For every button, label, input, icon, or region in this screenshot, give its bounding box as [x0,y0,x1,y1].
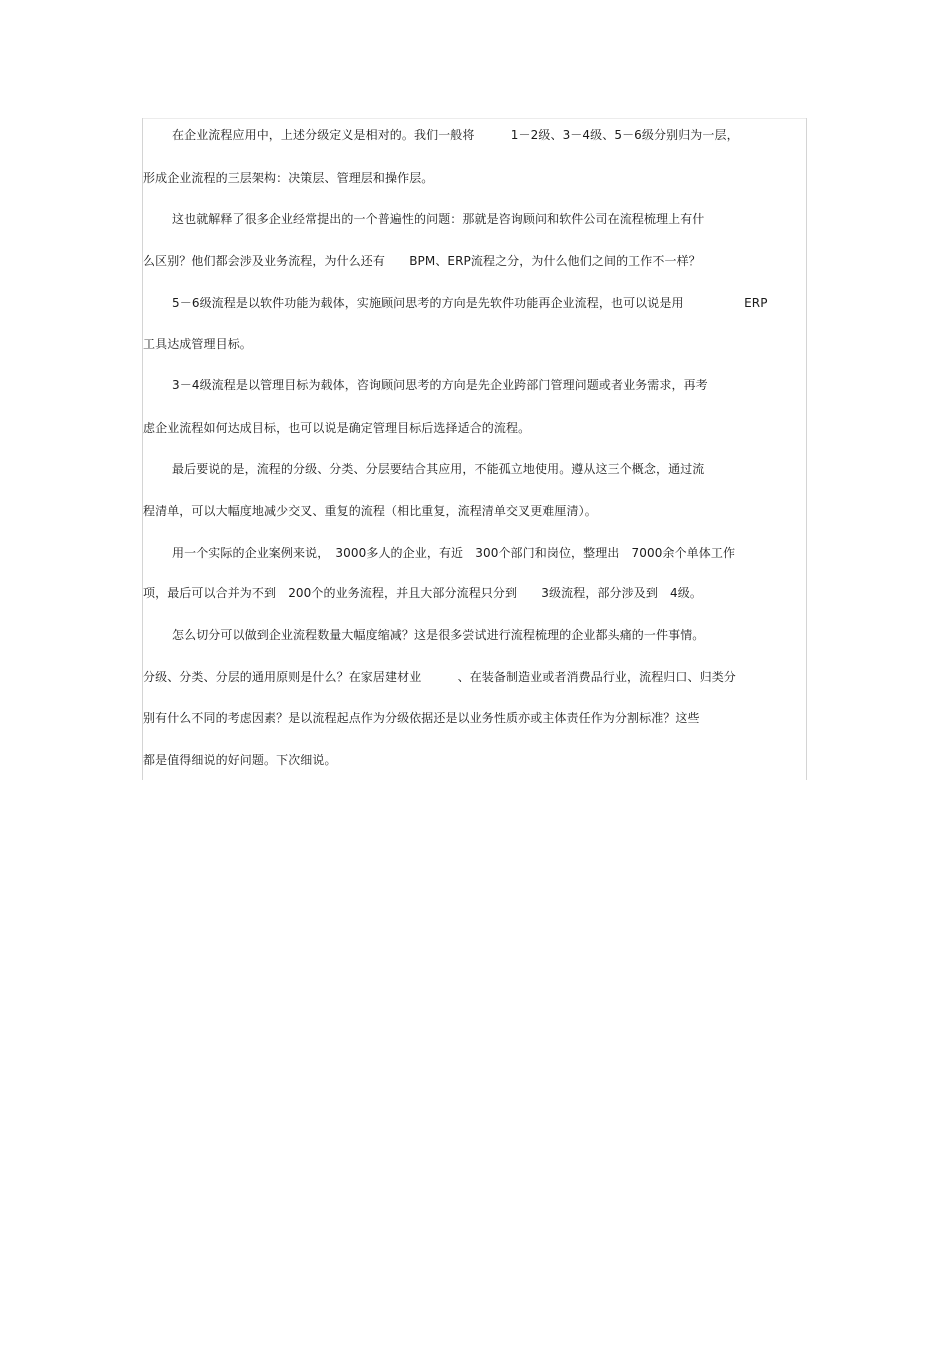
text-line: 别有什么不同的考虑因素？是以流程起点作为分级依据还是以业务性质亦或主体责任作为分割标准？这些 [143,711,700,725]
text-line: 用一个实际的企业案例来说， 3000多人的企业，有近 300个部门和岗位，整理出 7000余个单体工作 [172,546,736,560]
text-line: 最后要说的是，流程的分级、分类、分层要结合其应用，不能孤立地使用。遵从这三个概念，通过流 [172,462,705,476]
text-line: 这也就解释了很多企业经常提出的一个普遍性的问题：那就是咨询顾问和软件公司在流程梳理上有什 [172,212,705,226]
text-line: 程清单，可以大幅度地减少交叉、重复的流程（相比重复，流程清单交叉更难厘清）。 [143,504,597,518]
text-line: 么区别？他们都会涉及业务流程，为什么还有 BPM、ERP流程之分，为什么他们之间的工作不一样？ [143,254,701,268]
text-line: 都是值得细说的好问题。下次细说。 [143,753,337,767]
text-line: 工具达成管理目标。 [143,337,252,351]
text-line: 形成企业流程的三层架构：决策层、管理层和操作层。 [143,171,434,185]
text-line: 在企业流程应用中，上述分级定义是相对的。我们一般将 1－2级、3－4级、5－6级分别归为一层， [172,128,739,142]
text-line: 怎么切分可以做到企业流程数量大幅度缩减？这是很多尝试进行流程梳理的企业都头痛的一件事情。 [172,628,705,642]
page-frame-right [806,118,807,780]
text-line: 5－6级流程是以软件功能为载体，实施顾问思考的方向是先软件功能再企业流程，也可以说是用 ERP [172,296,768,310]
page-frame-top [142,118,807,119]
text-line: 虑企业流程如何达成目标，也可以说是确定管理目标后选择适合的流程。 [143,421,531,435]
text-line: 分级、分类、分层的通用原则是什么？在家居建材业 、在装备制造业或者消费品行业，流程归口、归类分 [143,670,736,684]
text-line: 3－4级流程是以管理目标为载体，咨询顾问思考的方向是先企业跨部门管理问题或者业务需求，再考 [172,378,708,392]
text-line: 项，最后可以合并为不到 200个的业务流程，并且大部分流程只分到 3级流程，部分涉及到 4级。 [143,586,702,600]
